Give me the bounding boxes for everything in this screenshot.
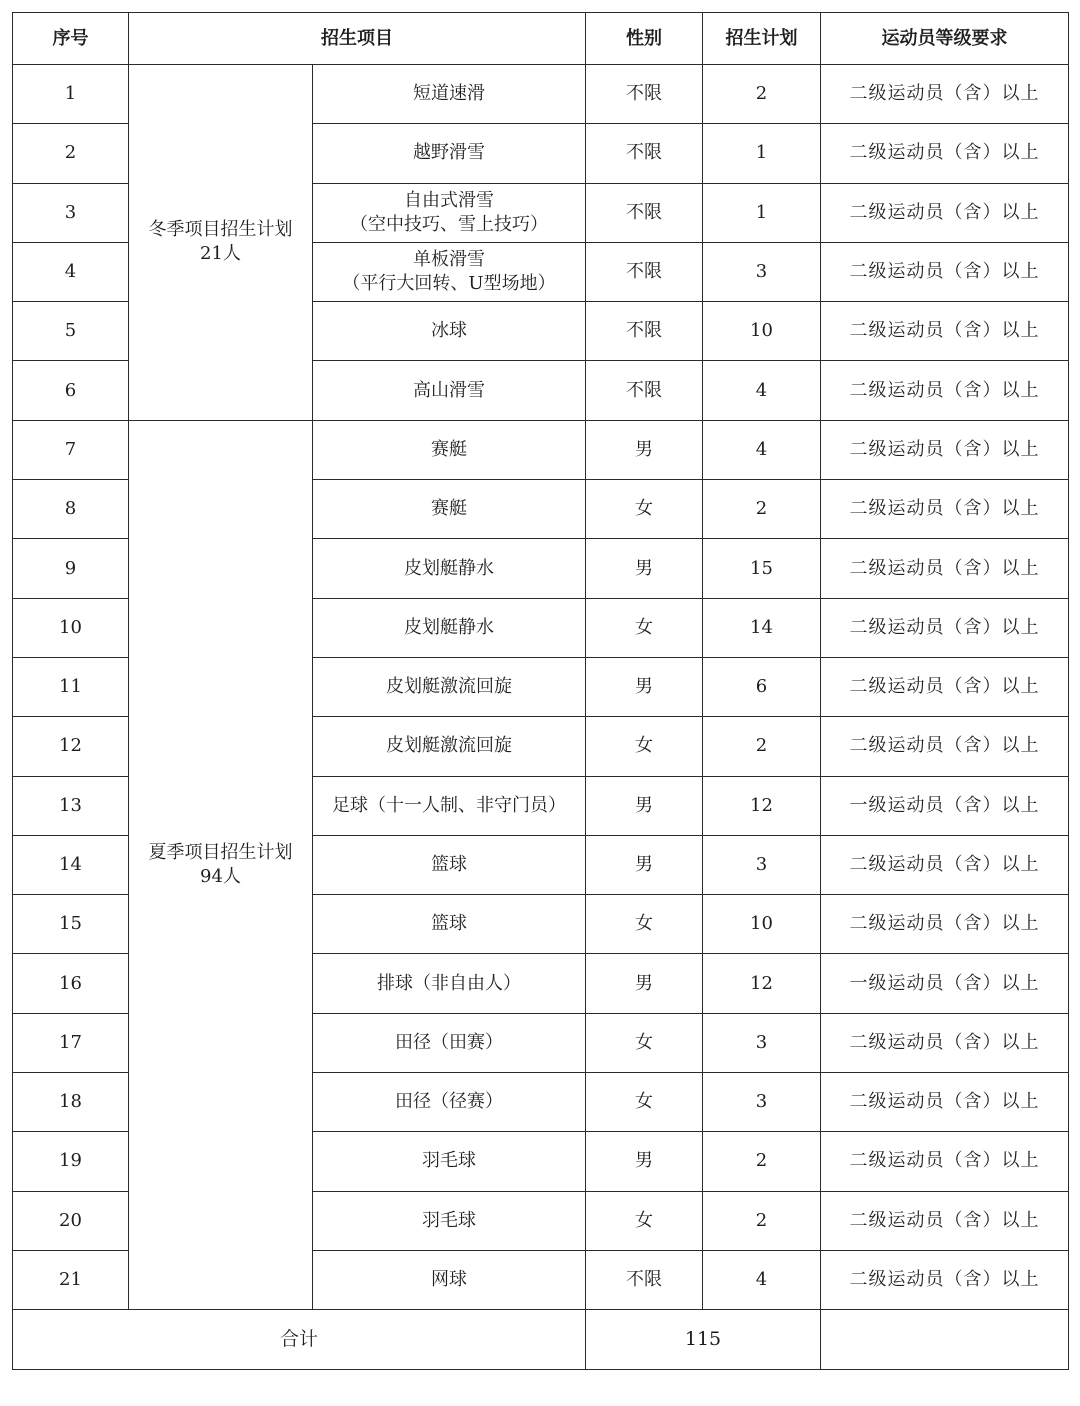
project-name	[313, 65, 586, 124]
total-label: 合计	[13, 1310, 586, 1370]
table-row	[13, 65, 1069, 124]
project-title: 羽毛球	[422, 1209, 476, 1231]
gender: 不限	[586, 242, 703, 301]
row-number: 17	[13, 1013, 129, 1072]
project-name	[313, 717, 586, 776]
gender: 不限	[586, 183, 703, 242]
project-name	[313, 1013, 586, 1072]
level-requirement: 二级运动员（含）以上	[821, 302, 1069, 361]
level-requirement: 二级运动员（含）以上	[821, 1013, 1069, 1072]
project-title: 足球（十一人制、非守门员）	[332, 794, 566, 816]
plan-count: 2	[703, 1132, 821, 1191]
project-title: 冰球	[431, 320, 467, 342]
plan-count: 3	[703, 242, 821, 301]
total-row	[13, 1310, 1069, 1370]
header-level: 运动员等级要求	[821, 13, 1069, 65]
plan-count: 12	[703, 776, 821, 835]
header-plan: 招生计划	[703, 13, 821, 65]
header-row	[13, 13, 1069, 65]
group-count: 94人	[200, 866, 241, 887]
plan-count: 6	[703, 657, 821, 716]
project-subtitle: （平行大回转、U型场地）	[342, 273, 556, 295]
row-number: 21	[13, 1250, 129, 1309]
enrollment-plan-table	[12, 12, 1069, 1370]
row-number: 13	[13, 776, 129, 835]
row-number: 10	[13, 598, 129, 657]
gender: 不限	[586, 124, 703, 183]
project-title: 篮球	[431, 913, 467, 935]
project-subtitle: （空中技巧、雪上技巧）	[350, 213, 548, 235]
gender: 男	[586, 1132, 703, 1191]
group-count: 21人	[200, 243, 241, 265]
project-name	[313, 835, 586, 894]
level-requirement: 一级运动员（含）以上	[821, 776, 1069, 835]
project-name	[313, 657, 586, 716]
level-requirement: 二级运动员（含）以上	[821, 1191, 1069, 1250]
project-title: 单板滑雪	[413, 249, 485, 271]
plan-count: 3	[703, 835, 821, 894]
level-requirement: 二级运动员（含）以上	[821, 242, 1069, 301]
plan-count: 4	[703, 1250, 821, 1309]
row-number: 4	[13, 242, 129, 301]
row-number: 18	[13, 1073, 129, 1132]
row-number: 11	[13, 657, 129, 716]
header-no: 序号	[13, 13, 129, 65]
project-title: 皮划艇激流回旋	[386, 676, 512, 698]
row-number: 9	[13, 539, 129, 598]
row-number: 20	[13, 1191, 129, 1250]
plan-count: 3	[703, 1013, 821, 1072]
level-requirement: 二级运动员（含）以上	[821, 717, 1069, 776]
gender: 女	[586, 1191, 703, 1250]
project-name	[313, 776, 586, 835]
level-requirement: 二级运动员（含）以上	[821, 1250, 1069, 1309]
project-name	[313, 124, 586, 183]
gender: 女	[586, 717, 703, 776]
project-title: 皮划艇激流回旋	[386, 735, 512, 757]
plan-count: 1	[703, 183, 821, 242]
enrollment-table-container	[12, 12, 1069, 1370]
total-empty-cell	[821, 1310, 1069, 1370]
level-requirement: 二级运动员（含）以上	[821, 124, 1069, 183]
project-title: 篮球	[431, 854, 467, 875]
plan-count: 2	[703, 65, 821, 124]
project-name	[313, 242, 586, 301]
row-number: 19	[13, 1132, 129, 1191]
gender: 不限	[586, 302, 703, 361]
row-number: 5	[13, 302, 129, 361]
project-name	[313, 954, 586, 1013]
row-number: 14	[13, 835, 129, 894]
project-name	[313, 1073, 586, 1132]
project-title: 越野滑雪	[413, 142, 485, 164]
gender: 男	[586, 420, 703, 479]
project-name	[313, 598, 586, 657]
level-requirement: 二级运动员（含）以上	[821, 657, 1069, 716]
gender: 女	[586, 895, 703, 954]
gender: 男	[586, 539, 703, 598]
level-requirement: 二级运动员（含）以上	[821, 420, 1069, 479]
level-requirement: 一级运动员（含）以上	[821, 954, 1069, 1013]
gender: 男	[586, 835, 703, 894]
row-number: 12	[13, 717, 129, 776]
level-requirement: 二级运动员（含）以上	[821, 835, 1069, 894]
row-number: 2	[13, 124, 129, 183]
total-value: 115	[586, 1310, 821, 1370]
project-title: 羽毛球	[422, 1150, 476, 1172]
plan-count: 1	[703, 124, 821, 183]
project-title: 赛艇	[431, 438, 467, 460]
row-number: 3	[13, 183, 129, 242]
gender: 女	[586, 1073, 703, 1132]
project-title: 田径（径赛）	[395, 1091, 503, 1113]
project-name	[313, 420, 586, 479]
project-name	[313, 361, 586, 420]
project-name	[313, 480, 586, 539]
gender: 不限	[586, 65, 703, 124]
project-name	[313, 183, 586, 242]
gender: 男	[586, 657, 703, 716]
project-name	[313, 895, 586, 954]
project-name	[313, 1250, 586, 1309]
plan-count: 12	[703, 954, 821, 1013]
group-winter-cell	[129, 65, 313, 421]
project-title: 自由式滑雪	[404, 189, 494, 211]
level-requirement: 二级运动员（含）以上	[821, 1073, 1069, 1132]
project-name	[313, 539, 586, 598]
row-number: 6	[13, 361, 129, 420]
project-title: 赛艇	[431, 498, 467, 520]
gender: 女	[586, 1013, 703, 1072]
table-row	[13, 420, 1069, 479]
plan-count: 3	[703, 1073, 821, 1132]
project-name	[313, 1132, 586, 1191]
group-title: 夏季项目招生计划	[148, 842, 293, 863]
plan-count: 10	[703, 302, 821, 361]
level-requirement: 二级运动员（含）以上	[821, 598, 1069, 657]
plan-count: 4	[703, 420, 821, 479]
gender: 男	[586, 954, 703, 1013]
gender: 不限	[586, 361, 703, 420]
project-name	[313, 302, 586, 361]
row-number: 1	[13, 65, 129, 124]
plan-count: 4	[703, 361, 821, 420]
level-requirement: 二级运动员（含）以上	[821, 480, 1069, 539]
header-project: 招生项目	[129, 13, 586, 65]
gender: 女	[586, 480, 703, 539]
project-title: 网球	[431, 1269, 467, 1291]
plan-count: 2	[703, 717, 821, 776]
level-requirement: 二级运动员（含）以上	[821, 1132, 1069, 1191]
level-requirement: 二级运动员（含）以上	[821, 539, 1069, 598]
plan-count: 15	[703, 539, 821, 598]
plan-count: 2	[703, 480, 821, 539]
gender: 不限	[586, 1250, 703, 1309]
gender: 男	[586, 776, 703, 835]
row-number: 7	[13, 420, 129, 479]
project-title: 皮划艇静水	[404, 616, 494, 638]
table-body	[13, 65, 1069, 1310]
gender: 女	[586, 598, 703, 657]
level-requirement: 二级运动员（含）以上	[821, 183, 1069, 242]
group-summer-cell	[129, 420, 313, 1309]
row-number: 15	[13, 895, 129, 954]
level-requirement: 二级运动员（含）以上	[821, 65, 1069, 124]
plan-count: 14	[703, 598, 821, 657]
plan-count: 2	[703, 1191, 821, 1250]
group-title: 冬季项目招生计划	[148, 219, 293, 241]
project-title: 田径（田赛）	[395, 1031, 503, 1053]
project-title: 短道速滑	[413, 83, 485, 105]
project-title: 高山滑雪	[413, 379, 485, 401]
project-title: 皮划艇静水	[404, 557, 494, 579]
level-requirement: 二级运动员（含）以上	[821, 361, 1069, 420]
row-number: 16	[13, 954, 129, 1013]
header-gender: 性别	[586, 13, 703, 65]
plan-count: 10	[703, 895, 821, 954]
project-name	[313, 1191, 586, 1250]
level-requirement: 二级运动员（含）以上	[821, 895, 1069, 954]
row-number: 8	[13, 480, 129, 539]
project-title: 排球（非自由人）	[377, 972, 521, 994]
